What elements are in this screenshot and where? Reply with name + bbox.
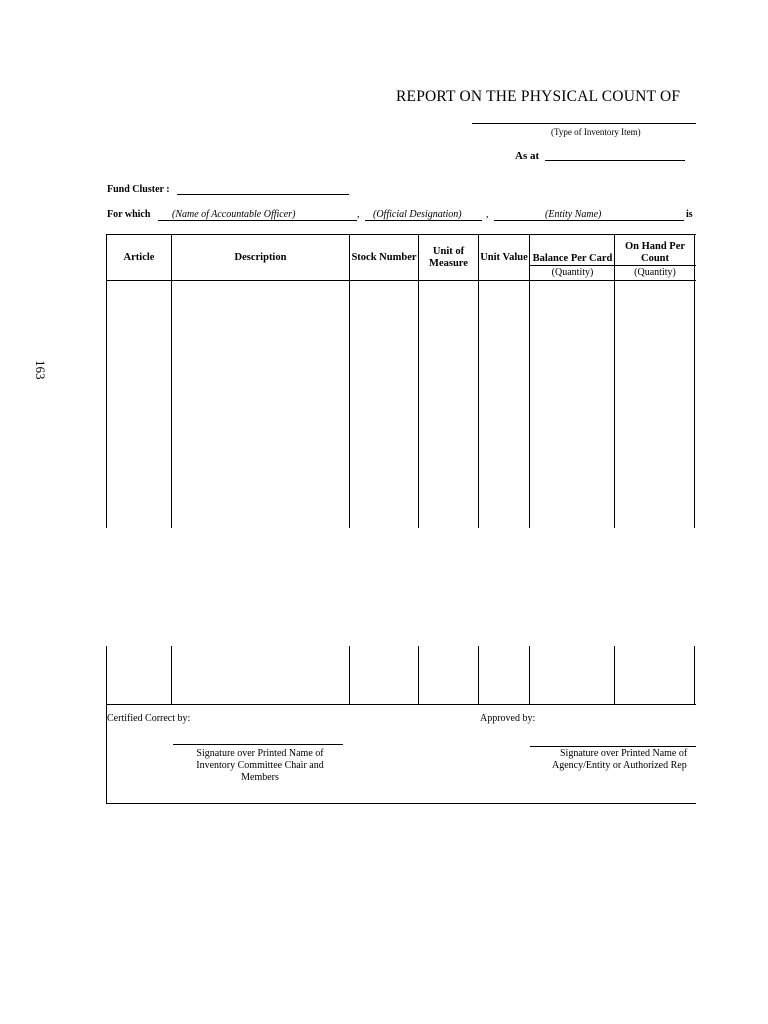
col-line-7-lower	[694, 646, 695, 705]
fund-cluster-label: Fund Cluster :	[107, 184, 170, 195]
header-bottom-border	[107, 280, 696, 281]
designation-line	[365, 220, 482, 221]
col-line-1-lower	[171, 646, 172, 705]
certified-caption-line-2: Inventory Committee Chair and	[196, 760, 324, 771]
signature-box-bottom	[107, 803, 696, 804]
col-line-0-lower	[106, 646, 107, 705]
certified-signature-caption	[173, 748, 347, 784]
col-header-stock-number: Stock Number	[351, 252, 417, 263]
approved-signature-line	[530, 746, 696, 747]
table-bottom-border	[107, 704, 696, 705]
col-line-5	[529, 234, 530, 528]
col-header-unit-of-measure-2: Measure	[429, 258, 468, 269]
approved-caption-line-1: Signature over Printed Name of	[560, 748, 688, 759]
for-which-suffix: is	[686, 209, 693, 220]
entity-name-line	[494, 220, 684, 221]
col-line-3-lower	[418, 646, 419, 705]
approved-signature-caption	[548, 748, 696, 772]
col-line-1	[171, 234, 172, 528]
col-line-2-lower	[349, 646, 350, 705]
designation-field: (Official Designation)	[373, 209, 462, 220]
col-header-unit-value: Unit Value	[480, 252, 528, 263]
entity-name-field: (Entity Name)	[545, 209, 602, 220]
col-line-4-lower	[478, 646, 479, 705]
col-header-description: Description	[234, 252, 287, 263]
comma-2: ,	[486, 209, 489, 220]
fund-cluster-line	[177, 194, 349, 195]
col-line-5-lower	[529, 646, 530, 705]
balance-quantity-label: (Quantity)	[551, 267, 594, 278]
col-header-unit-of-measure-1: Unit of	[432, 246, 465, 257]
certified-caption-line-1: Signature over Printed Name of	[196, 748, 324, 759]
inventory-type-caption: (Type of Inventory Item)	[551, 127, 641, 137]
onhand-quantity-label: (Quantity)	[634, 267, 676, 278]
col-line-4	[478, 234, 479, 528]
col-header-balance-per-card: Balance Per Card	[532, 253, 613, 264]
certified-caption-line-3: Members	[241, 772, 279, 783]
officer-name-line	[158, 220, 357, 221]
col-line-0	[106, 234, 107, 528]
as-at-line	[545, 160, 685, 161]
col-line-6	[614, 234, 615, 528]
col-line-6-lower	[614, 646, 615, 705]
approved-caption-line-2: Agency/Entity or Authorized Rep	[552, 760, 687, 771]
col-line-7	[694, 234, 695, 528]
quantity-divider	[530, 265, 696, 266]
report-title: REPORT ON THE PHYSICAL COUNT OF	[396, 88, 681, 105]
officer-name-field: (Name of Accountable Officer)	[172, 209, 296, 220]
col-line-3	[418, 234, 419, 528]
col-line-2	[349, 234, 350, 528]
col-header-article: Article	[123, 252, 155, 263]
page-number: 163	[33, 360, 48, 380]
approved-by-label: Approved by:	[480, 713, 536, 724]
inventory-type-line	[472, 123, 696, 124]
comma-1: ,	[357, 209, 360, 220]
certified-correct-label: Certified Correct by:	[107, 713, 191, 724]
as-at-label: As at	[515, 150, 540, 162]
table-top-border	[107, 234, 696, 235]
for-which-label: For which	[107, 209, 151, 220]
certified-signature-line	[173, 744, 343, 745]
col-header-on-hand-1: On Hand Per	[624, 241, 686, 252]
col-header-on-hand-2: Count	[640, 253, 669, 264]
